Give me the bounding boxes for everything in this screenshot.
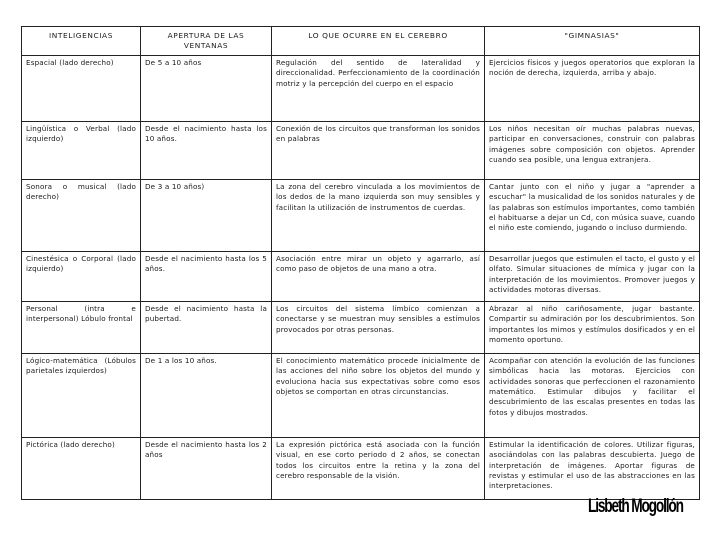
table-cell: Pictórica (lado derecho) — [22, 437, 141, 499]
table-row — [22, 55, 700, 121]
table-cell: Sonora o musical (lado derecho) — [22, 179, 141, 251]
intelligences-table — [21, 26, 700, 500]
table-cell: Cinestésica o Corporal (lado izquierdo) — [22, 251, 141, 301]
header-inteligencias: INTELIGENCIAS — [22, 27, 141, 56]
header-apertura: APERTURA DE LAS VENTANAS — [141, 27, 272, 56]
table-cell: Desde el nacimiento hasta los 10 años. — [141, 121, 272, 179]
table-cell: De 3 a 10 años) — [141, 179, 272, 251]
table-row — [22, 301, 700, 353]
table-cell: El conocimiento matemático procede inicialmente de las acciones del niño sobre los objetos del mundo y evoluciona hacia sus expectativas sobre como esos objetos se comportan en otras circunstancias. — [272, 353, 485, 437]
header-gimnasias: "GIMNASIAS" — [485, 27, 700, 56]
table-cell: Desde el nacimiento hasta los 2 años — [141, 437, 272, 499]
table-cell: Conexión de los circuitos que transforman los sonidos en palabras — [272, 121, 485, 179]
table-row — [22, 121, 700, 179]
table-cell: De 1 a los 10 años. — [141, 353, 272, 437]
table-cell: Regulación del sentido de lateralidad y direccionalidad. Perfeccionamiento de la coordinación motriz y la percepción del cuerpo en el espacio — [272, 55, 485, 121]
table-cell: Desde el nacimiento hasta la pubertad. — [141, 301, 272, 353]
header-cerebro: LO QUE OCURRE EN EL CEREBRO — [272, 27, 485, 56]
table-cell: Los niños necesitan oír muchas palabras nuevas, participar en conversaciones, construir con palabras imágenes sobre composición con objetos. Aprender cuando sea posible, una lengua extranjera. — [485, 121, 700, 179]
table-cell: Lingüística o Verbal (lado izquierdo) — [22, 121, 141, 179]
table-cell: Cantar junto con el niño y jugar a "aprender a escuchar" la musicalidad de los sonidos naturales y de las palabras son estímulos importantes, como también el habituarse a dejar un Cd, con música suave, cuando el niño este comiendo, jugando o incluso durmiendo. — [485, 179, 700, 251]
table-cell: Desarrollar juegos que estimulen el tacto, el gusto y el olfato. Simular situaciones de mímica y jugar con la interpretación de los movimientos. Promover juegos y actividades motoras diversas. — [485, 251, 700, 301]
table-cell: Estimular la identificación de colores. Utilizar figuras, asociándolas con las palabras descubierta. Juego de interpretación de imágenes. Aportar figuras de revistas y estimular el uso de las abstracciones en las interpretaciones. — [485, 437, 700, 499]
table-cell: Asociación entre mirar un objeto y agarrarlo, así como paso de objetos de una mano a otra. — [272, 251, 485, 301]
table-cell: Ejercicios físicos y juegos operatorios que exploran la noción de derecha, izquierda, arriba y abajo. — [485, 55, 700, 121]
author-signature: Lisbeth Mogollón — [588, 496, 683, 517]
table-cell: Los circuitos del sistema límbico comienzan a conectarse y se muestran muy sensibles a estímulos provocados por otras personas. — [272, 301, 485, 353]
table-cell: De 5 a 10 años — [141, 55, 272, 121]
table-cell: Lógico-matemática (Lóbulos parietales izquierdos) — [22, 353, 141, 437]
table-cell: La zona del cerebro vinculada a los movimientos de los dedos de la mano izquierda son muy sensibles y facilitan la utilización de instrumentos de cuerdas. — [272, 179, 485, 251]
table-cell: Espacial (lado derecho) — [22, 55, 141, 121]
table-row — [22, 353, 700, 437]
table-row — [22, 179, 700, 251]
table-row — [22, 437, 700, 499]
header-row — [22, 27, 700, 56]
table-cell: Personal (intra e interpersonal) Lóbulo frontal — [22, 301, 141, 353]
table-cell: Abrazar al niño cariñosamente, jugar bastante. Compartir su admiración por los descubrimientos. Son importantes los mimos y estímulos dosificados y en el momento oportuno. — [485, 301, 700, 353]
table-cell: Acompañar con atención la evolución de las funciones simbólicas hacia las motoras. Ejercicios con actividades sonoras que perfeccionen el razonamiento matemático. Estimular dibujos y facilitar el descubrimiento de las escalas presentes en todas las fotos y dibujos mostrados. — [485, 353, 700, 437]
table-cell: La expresión pictórica está asociada con la función visual, en ese corto periodo d 2 años, se conectan todos los circuitos entre la retina y la zona del cerebro responsable de la visión. — [272, 437, 485, 499]
table-cell: Desde el nacimiento hasta los 5 años. — [141, 251, 272, 301]
table-row — [22, 251, 700, 301]
